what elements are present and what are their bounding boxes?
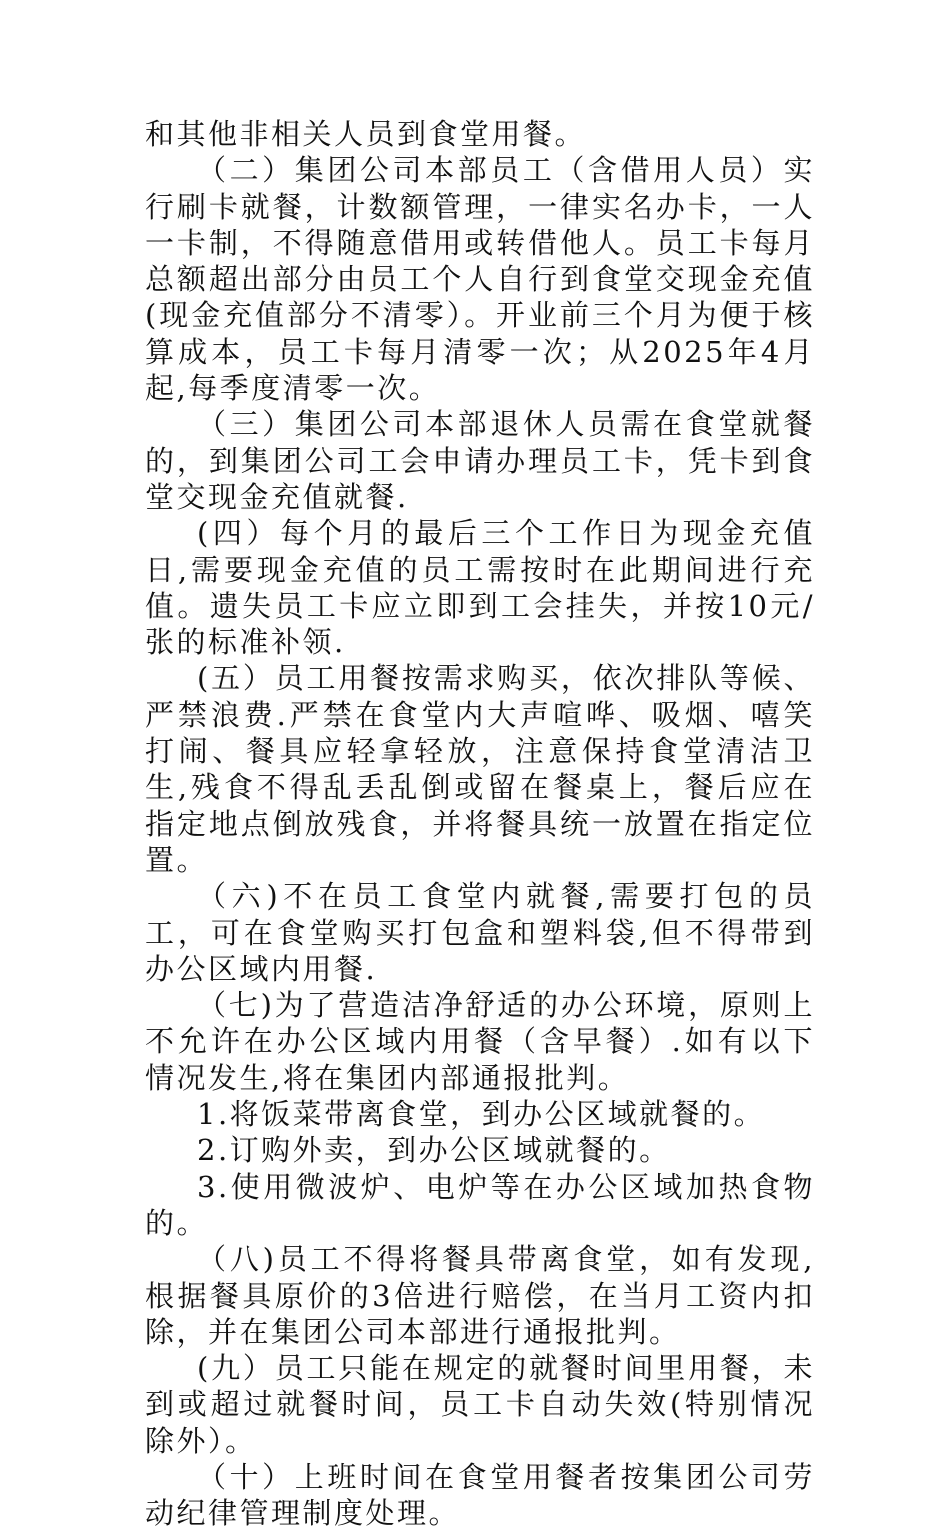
paragraph-5: (五）员工用餐按需求购买，依次排队等候、严禁浪费.严禁在食堂内大声喧哗、吸烟、嘻笑打闹、餐具应轻拿轻放，注意保持食堂清洁卫生,残食不得乱丢乱倒或留在餐桌上，餐后应在指定地点倒放残食，并将餐具统一放置在指定位置。 <box>145 661 815 877</box>
document-body <box>145 116 815 1532</box>
paragraph-6: （六)不在员工食堂内就餐,需要打包的员工，可在食堂购买打包盒和塑料袋,但不得带到办公区域内用餐. <box>145 879 815 986</box>
list-item-1: 1.将饭菜带离食堂，到办公区域就餐的。 <box>197 1097 766 1132</box>
paragraph-10: （十）上班时间在食堂用餐者按集团公司劳动纪律管理制度处理。 <box>145 1459 815 1531</box>
paragraph-7: （七)为了营造洁净舒适的办公环境，原则上不允许在办公区域内用餐（含早餐）.如有以下情况发生,将在集团内部通报批判。 <box>145 988 815 1095</box>
paragraph-8: （八)员工不得将餐具带离食堂，如有发现,根据餐具原价的3倍进行赔偿，在当月工资内扣除，并在集团公司本部进行通报批判。 <box>145 1242 815 1349</box>
paragraph-4: (四）每个月的最后三个工作日为现金充值日,需要现金充值的员工需按时在此期间进行充值。遗失员工卡应立即到工会挂失，并按10元/张的标准补领. <box>145 516 815 660</box>
paragraph-continuation: 和其他非相关人员到食堂用餐。 <box>145 117 587 151</box>
paragraph-9: (九）员工只能在规定的就餐时间里用餐，未到或超过就餐时间，员工卡自动失效(特别情况除外）。 <box>145 1351 815 1458</box>
paragraph-2: （二）集团公司本部员工（含借用人员）实行刷卡就餐，计数额管理，一律实名办卡，一人一卡制，不得随意借用或转借他人。员工卡每月总额超出部分由员工个人自行到食堂交现金充值(现金充值部分不清零）。开业前三个月为便于核算成本，员工卡每月清零一次；从2025年4月起,每季度清零一次。 <box>145 153 815 406</box>
list-item-3: 3.使用微波炉、电炉等在办公区域加热食物的。 <box>145 1169 815 1240</box>
list-item-2: 2.订购外卖，到办公区域就餐的。 <box>197 1133 671 1168</box>
paragraph-3: （三）集团公司本部退休人员需在食堂就餐的，到集团公司工会申请办理员工卡，凭卡到食堂交现金充值就餐. <box>145 407 815 514</box>
